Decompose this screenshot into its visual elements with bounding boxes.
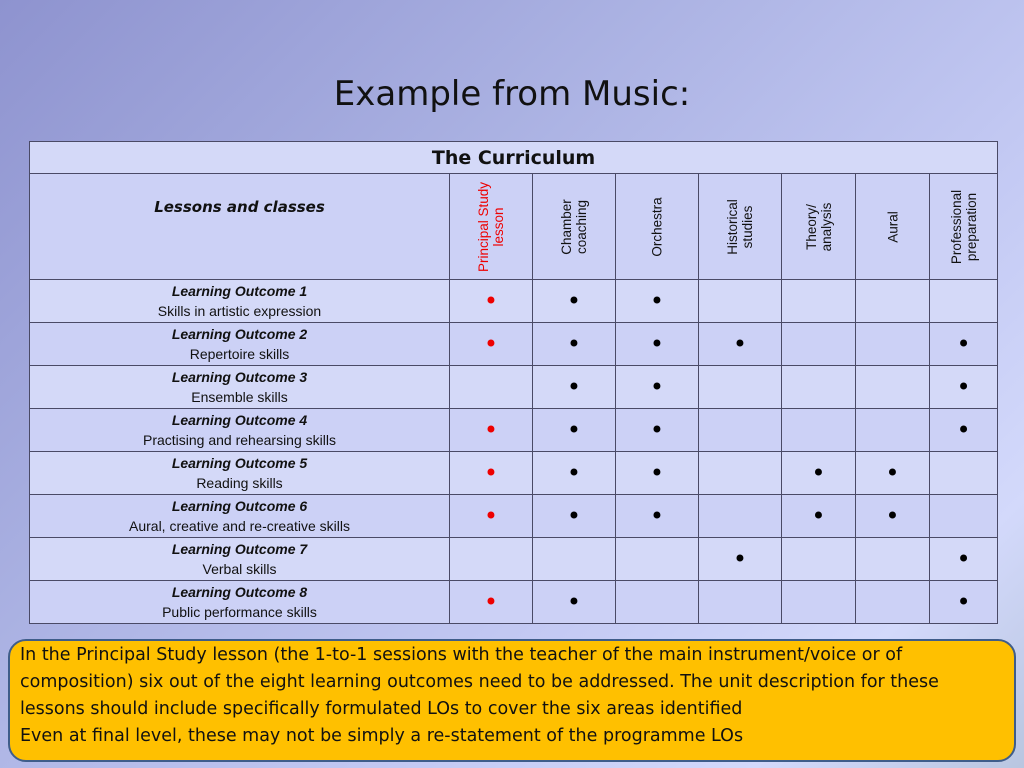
- table-row: [30, 280, 998, 323]
- column-header-label: Historical studies: [725, 198, 755, 255]
- bullet-mark: •: [533, 366, 616, 409]
- empty-cell: [856, 366, 930, 409]
- table-header: The Curriculum: [30, 142, 998, 174]
- table-row: [30, 495, 998, 538]
- empty-cell: [782, 581, 856, 624]
- table-row: [30, 409, 998, 452]
- table-row: [30, 538, 998, 581]
- note-paragraph: Even at final level, these may not be simply a re-statement of the programme LOs: [20, 726, 744, 746]
- empty-cell: [699, 280, 782, 323]
- learning-outcome-cell: [30, 452, 450, 495]
- learning-outcome-description: Repertoire skills: [189, 346, 290, 362]
- learning-outcome-cell: [30, 366, 450, 409]
- bullet-mark: •: [930, 366, 998, 409]
- column-header-label: Theory/ analysis: [803, 202, 834, 251]
- column-header-label: Professional preparation: [948, 189, 979, 264]
- bullet-mark: •: [533, 280, 616, 323]
- bullet-mark: •: [699, 323, 782, 366]
- empty-cell: [930, 495, 998, 538]
- bullet-mark: •: [450, 452, 533, 495]
- empty-cell: [616, 538, 699, 581]
- column-header-label: Aural: [885, 210, 900, 243]
- learning-outcome-title: Learning Outcome 7: [171, 541, 308, 557]
- column-header: [699, 174, 782, 280]
- column-header-label: Orchestra: [649, 196, 665, 257]
- learning-outcome-title: Learning Outcome 8: [171, 584, 308, 600]
- bullet-mark: •: [450, 280, 533, 323]
- empty-cell: [782, 366, 856, 409]
- table-row: [30, 323, 998, 366]
- empty-cell: [450, 538, 533, 581]
- curriculum-table: [29, 141, 998, 624]
- bullet-mark: •: [782, 495, 856, 538]
- empty-cell: [699, 495, 782, 538]
- learning-outcome-description: Aural, creative and re-creative skills: [129, 518, 350, 534]
- table-row: [30, 452, 998, 495]
- empty-cell: [782, 538, 856, 581]
- bullet-mark: •: [533, 409, 616, 452]
- column-header-label: Chamber coaching: [559, 198, 589, 255]
- learning-outcome-description: Ensemble skills: [191, 389, 288, 405]
- bullet-mark: •: [930, 323, 998, 366]
- learning-outcome-cell: [30, 538, 450, 581]
- bullet-mark: •: [782, 452, 856, 495]
- bullet-mark: •: [930, 538, 998, 581]
- empty-cell: [856, 581, 930, 624]
- empty-cell: [616, 581, 699, 624]
- empty-cell: [699, 452, 782, 495]
- bullet-mark: •: [616, 366, 699, 409]
- slide-title: Example from Music:: [333, 74, 691, 114]
- learning-outcome-description: Practising and rehearsing skills: [143, 432, 336, 448]
- learning-outcome-title: Learning Outcome 1: [171, 283, 308, 299]
- learning-outcome-title: Learning Outcome 6: [171, 498, 308, 514]
- learning-outcome-description: Verbal skills: [202, 561, 277, 577]
- empty-cell: [930, 280, 998, 323]
- learning-outcome-description: Skills in artistic expression: [157, 303, 322, 319]
- lessons-and-classes-label: Lessons and classes: [154, 198, 325, 216]
- learning-outcome-description: Reading skills: [196, 475, 283, 491]
- learning-outcome-description: Public performance skills: [162, 604, 317, 620]
- column-header: [930, 174, 998, 280]
- empty-cell: [856, 409, 930, 452]
- empty-cell: [782, 409, 856, 452]
- learning-outcome-title: Learning Outcome 4: [171, 412, 308, 428]
- empty-cell: [856, 538, 930, 581]
- bullet-mark: •: [450, 581, 533, 624]
- bullet-mark: •: [856, 452, 930, 495]
- bullet-mark: •: [616, 452, 699, 495]
- learning-outcome-cell: [30, 280, 450, 323]
- bullet-mark: •: [450, 409, 533, 452]
- empty-cell: [699, 409, 782, 452]
- empty-cell: [699, 581, 782, 624]
- column-header: [616, 174, 699, 280]
- note-box: [8, 639, 1016, 762]
- bullet-mark: •: [533, 495, 616, 538]
- bullet-mark: •: [699, 538, 782, 581]
- learning-outcome-cell: [30, 323, 450, 366]
- bullet-mark: •: [616, 409, 699, 452]
- empty-cell: [856, 280, 930, 323]
- bullet-mark: •: [616, 323, 699, 366]
- column-header-label: Principal Study lesson: [476, 181, 506, 272]
- empty-cell: [450, 366, 533, 409]
- bullet-mark: •: [616, 495, 699, 538]
- column-header: [856, 174, 930, 280]
- bullet-mark: •: [930, 409, 998, 452]
- learning-outcome-cell: [30, 581, 450, 624]
- bullet-mark: •: [533, 452, 616, 495]
- learning-outcome-title: Learning Outcome 5: [171, 455, 308, 471]
- empty-cell: [856, 323, 930, 366]
- learning-outcome-cell: [30, 495, 450, 538]
- bullet-mark: •: [930, 581, 998, 624]
- bullet-mark: •: [450, 323, 533, 366]
- table-row: [30, 366, 998, 409]
- empty-cell: [782, 280, 856, 323]
- learning-outcome-cell: [30, 409, 450, 452]
- column-header: [533, 174, 616, 280]
- empty-cell: [930, 452, 998, 495]
- bullet-mark: •: [450, 495, 533, 538]
- table-row: [30, 581, 998, 624]
- bullet-mark: •: [533, 323, 616, 366]
- empty-cell: [782, 323, 856, 366]
- bullet-mark: •: [533, 581, 616, 624]
- learning-outcome-title: Learning Outcome 2: [171, 326, 308, 342]
- bullet-mark: •: [616, 280, 699, 323]
- bullet-mark: •: [856, 495, 930, 538]
- learning-outcome-title: Learning Outcome 3: [171, 369, 308, 385]
- note-paragraph: In the Principal Study lesson (the 1-to-1 sessions with the teacher of the main instrument/voice or of composition) six out of the eight learning outcomes need to be addressed. The unit description for these lessons should include specifically formulated LOs to cover the six areas identified: [20, 645, 939, 719]
- column-header: [782, 174, 856, 280]
- empty-cell: [533, 538, 616, 581]
- column-header: [450, 174, 533, 280]
- empty-cell: [699, 366, 782, 409]
